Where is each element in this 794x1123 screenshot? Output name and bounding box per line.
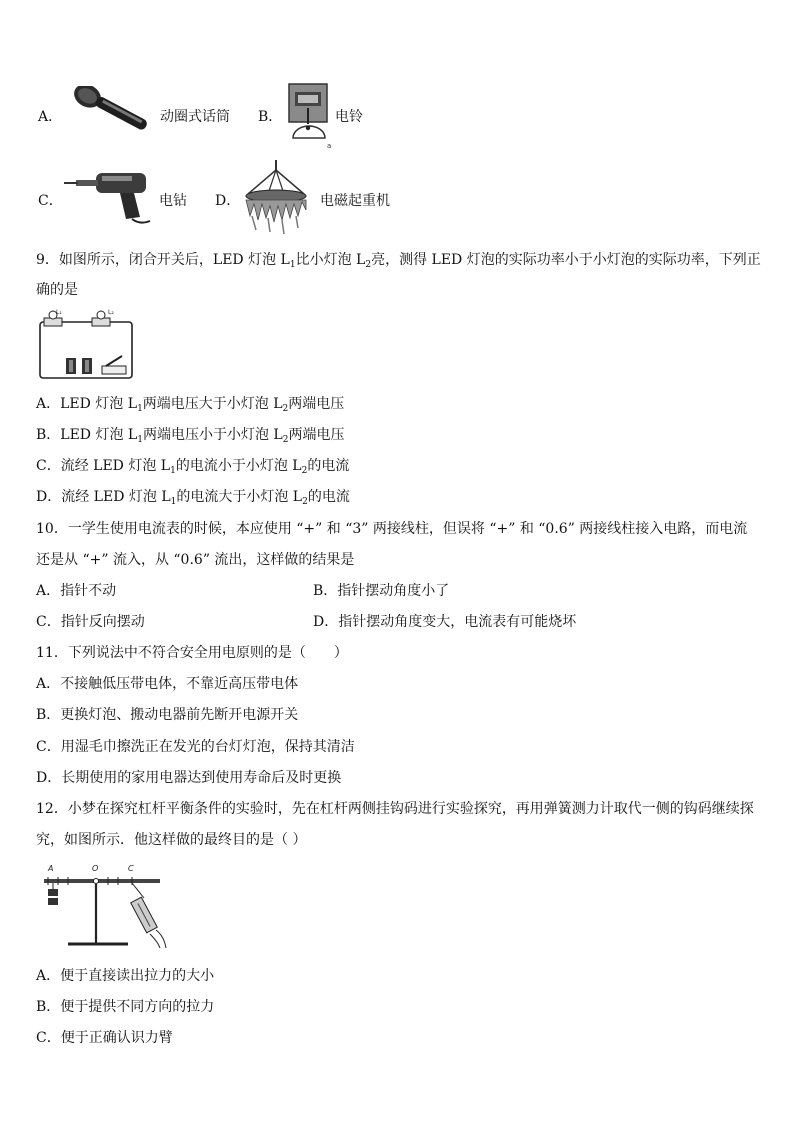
q8-option-c-label: 电钻 (159, 193, 187, 209)
q9-option-a: A．LED 灯泡 $L_1$两端电压大于小灯泡 $L_2$两端电压 (36, 396, 345, 414)
q8-option-d-letter: D． (215, 193, 241, 209)
q9-stem-line1: 9．如图所示，闭合开关后，LED 灯泡 $L_1$比小灯泡 $L_2$亮，测得 LED 灯泡的实际功率小于小灯泡的实际功率，下列正 (36, 252, 761, 270)
electric-drill-icon (62, 163, 158, 229)
q10-option-d: D．指针摆动角度变大，电流表有可能烧坏 (313, 614, 577, 630)
q9-option-d: D．流经 LED 灯泡 $L_1$的电流大于小灯泡 $L_2$的电流 (36, 489, 350, 507)
q10-stem-line2: 还是从 “+” 流入，从 “0.6” 流出，这样做的结果是 (36, 552, 355, 568)
q11-option-d: D．长期使用的家用电器达到使用寿命后及时更换 (36, 770, 342, 786)
svg-text:a: a (327, 142, 332, 150)
microphone-icon (60, 86, 156, 152)
q12-stem-line1: 12．小梦在探究杠杆平衡条件的实验时，先在杠杆两侧挂钩码进行实验探究，再用弹簧测力计取代一侧的钩码继续探 (36, 801, 754, 817)
q8-option-b-letter: B． (258, 109, 283, 125)
q12-figure-label-o: O (92, 864, 99, 873)
electromagnetic-crane-icon (238, 158, 314, 240)
q9-stem-line2: 确的是 (36, 282, 78, 298)
q10-stem-line1: 10．一学生使用电流表的时候，本应使用 “+” 和 “3” 两接线柱，但误将 “+” 和 “0.6” 两接线柱接入电路，而电流 (36, 521, 748, 537)
q8-option-a-label: 动圈式话筒 (160, 109, 230, 125)
q12-stem-line2: 究，如图所示．他这样做的最终目的是（ ） (36, 832, 307, 848)
q12-option-a: A．便于直接读出拉力的大小 (36, 968, 215, 984)
q8-option-a-letter: A． (38, 109, 63, 125)
q8-option-d-label: 电磁起重机 (320, 193, 390, 209)
q12-lever-figure (38, 862, 180, 956)
q11-stem: 11．下列说法中不符合安全用电原则的是（ ） (36, 645, 348, 661)
q9-figure-label-l1: L₁ (56, 309, 62, 316)
q12-option-b: B．便于提供不同方向的拉力 (36, 999, 215, 1015)
q10-option-a: A．指针不动 (36, 583, 117, 599)
q12-figure-label-c: C (128, 864, 134, 873)
q11-option-b: B．更换灯泡、搬动电器前先断开电源开关 (36, 707, 299, 723)
q8-option-c-letter: C． (38, 193, 63, 209)
q12-figure-label-a: A (48, 864, 54, 873)
q10-option-b: B．指针摆动角度小了 (313, 583, 450, 599)
q11-option-a: A．不接触低压带电体，不靠近高压带电体 (36, 676, 299, 692)
q9-figure-label-l2: L₂ (108, 309, 114, 316)
q11-option-c: C．用湿毛巾擦洗正在发光的台灯灯泡，保持其清洁 (36, 739, 355, 755)
q12-option-c: C．便于正确认识力臂 (36, 1030, 173, 1046)
q9-option-b: B．LED 灯泡 $L_1$两端电压小于小灯泡 $L_2$两端电压 (36, 427, 345, 445)
q9-option-c: C．流经 LED 灯泡 $L_1$的电流小于小灯泡 $L_2$的电流 (36, 458, 350, 476)
electric-bell-icon (283, 82, 335, 156)
q10-option-c: C．指针反向摆动 (36, 614, 145, 630)
q9-circuit-figure (36, 308, 140, 388)
q8-option-b-label: 电铃 (335, 109, 363, 125)
